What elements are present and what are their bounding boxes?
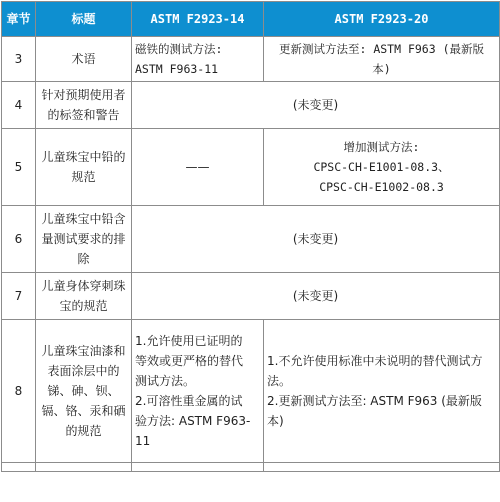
chapter-cell: 4 <box>2 82 36 129</box>
header-row <box>2 2 500 37</box>
header-chapter: 章节 <box>2 2 36 37</box>
header-new-standard: ASTM F2923-20 <box>264 2 500 37</box>
chapter-cell: 7 <box>2 273 36 320</box>
empty-cell <box>2 463 36 472</box>
title-cell: 术语 <box>36 37 132 82</box>
unchanged-cell: (未变更) <box>132 82 500 129</box>
empty-cell <box>132 463 264 472</box>
header-old-standard: ASTM F2923-14 <box>132 2 264 37</box>
header-title: 标题 <box>36 2 132 37</box>
chapter-cell: 3 <box>2 37 36 82</box>
unchanged-cell: (未变更) <box>132 206 500 273</box>
chapter-cell: 5 <box>2 129 36 206</box>
table-row <box>2 320 500 463</box>
empty-cell <box>36 463 132 472</box>
table-row-partial <box>2 463 500 472</box>
old-requirement-cell: 磁铁的测试方法: ASTM F963-11 <box>132 37 264 82</box>
new-requirement-cell: 更新测试方法至: ASTM F963 (最新版 本) <box>264 37 500 82</box>
old-requirement-cell: 1.允许使用已证明的 等效或更严格的替代 测试方法。 2.可溶性重金属的试 验方法: ASTM F963- 11 <box>132 320 264 463</box>
table-row <box>2 206 500 273</box>
new-requirement-cell: 1.不允许使用标准中未说明的替代测试方 法。 2.更新测试方法至: ASTM F963 (最新版 本) <box>264 320 500 463</box>
old-requirement-cell: —— <box>132 129 264 206</box>
empty-cell <box>264 463 500 472</box>
unchanged-cell: (未变更) <box>132 273 500 320</box>
new-requirement-cell: 增加测试方法: CPSC-CH-E1001-08.3、 CPSC-CH-E1002-08.3 <box>264 129 500 206</box>
chapter-cell: 6 <box>2 206 36 273</box>
table-row <box>2 37 500 82</box>
table-row <box>2 82 500 129</box>
comparison-table <box>1 1 500 472</box>
chapter-cell: 8 <box>2 320 36 463</box>
table-row <box>2 129 500 206</box>
title-cell: 儿童珠宝中铅的 规范 <box>36 129 132 206</box>
table-row <box>2 273 500 320</box>
title-cell: 儿童珠宝中铅含 量测试要求的排 除 <box>36 206 132 273</box>
title-cell: 针对预期使用者 的标签和警告 <box>36 82 132 129</box>
title-cell: 儿童珠宝油漆和 表面涂层中的 锑、砷、钡、 镉、铬、汞和硒 的规范 <box>36 320 132 463</box>
title-cell: 儿童身体穿刺珠 宝的规范 <box>36 273 132 320</box>
